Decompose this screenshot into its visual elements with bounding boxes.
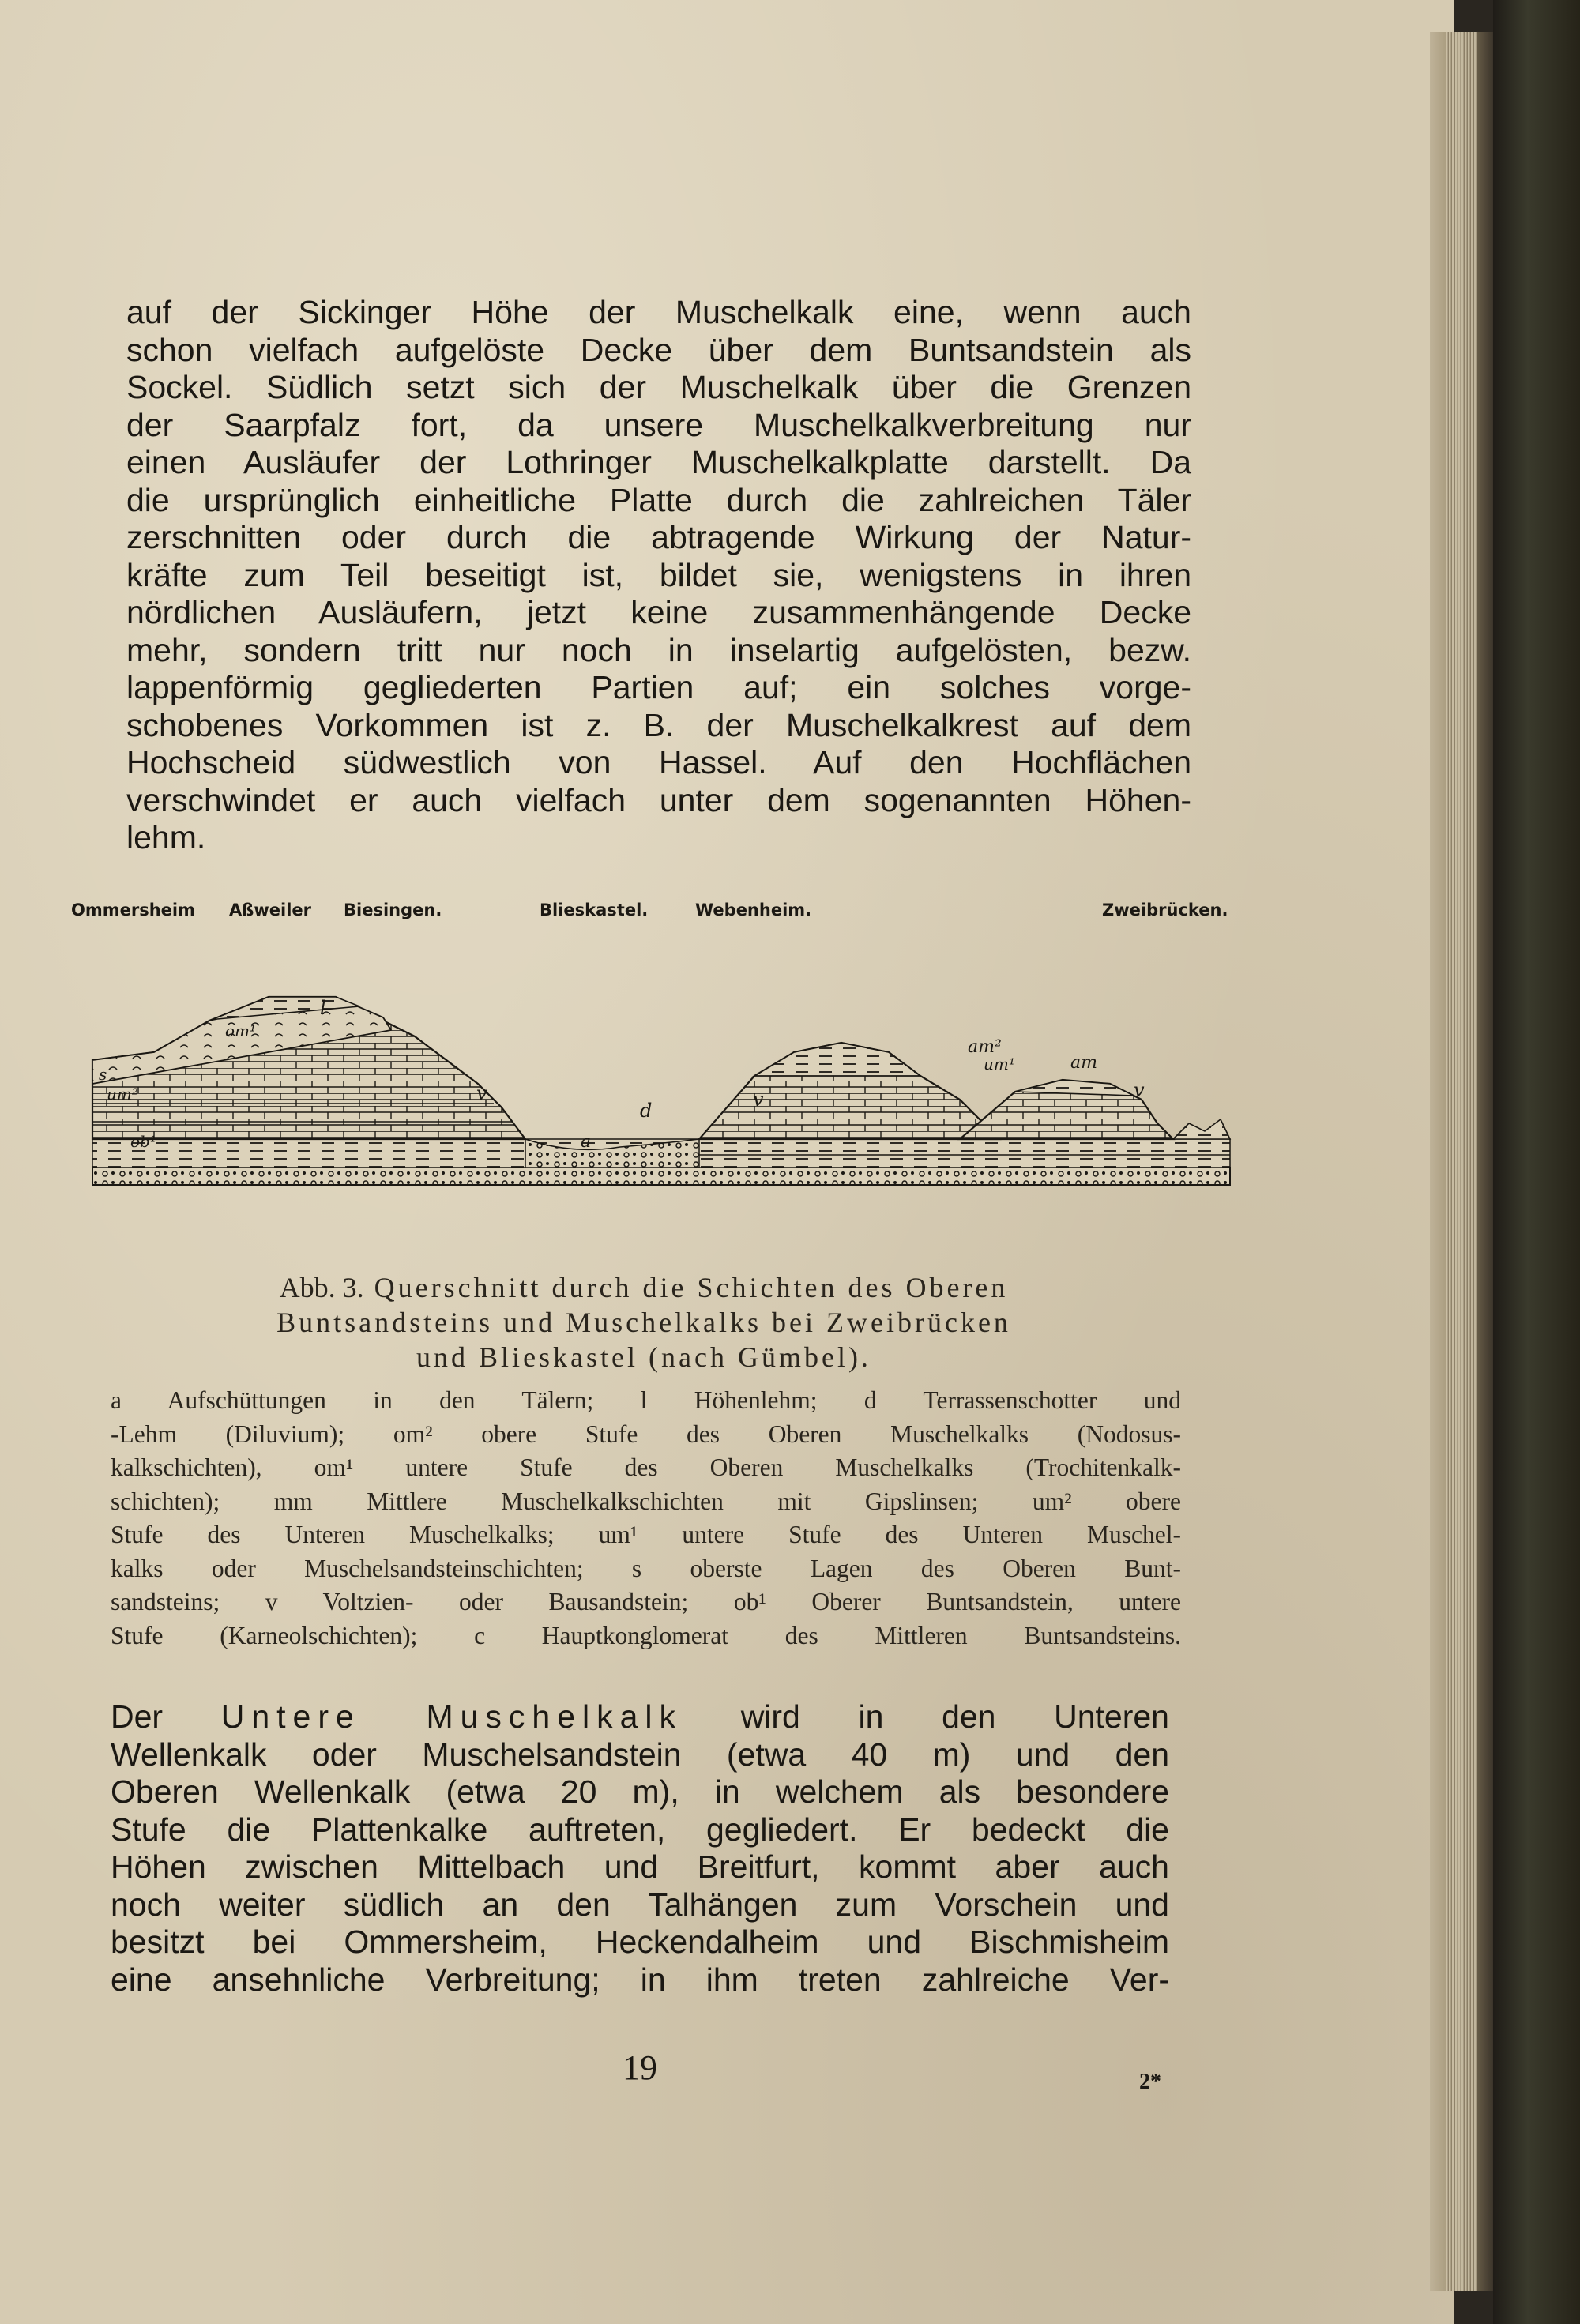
text-line: mehr, sondern tritt nur noch in inselartig aufgelösten, bezw. <box>126 631 1191 668</box>
book-cover-edge <box>1493 0 1580 2324</box>
paragraph-unterer-muschelkalk <box>111 1698 1169 1999</box>
text-line: Sockel. Südlich setzt sich der Muschelkalk über die Grenzen <box>126 369 1191 405</box>
text-line: nördlichen Ausläufern, jetzt keine zusammenhängende Decke <box>126 594 1191 630</box>
legend-line: schichten); mm Mittlere Muschelkalkschichten mit Gipslinsen; um² obere <box>111 1487 1181 1515</box>
geological-cross-section <box>83 942 1240 1194</box>
text-line: besitzt bei Ommersheim, Heckendalheim und Bischmisheim <box>111 1924 1169 1960</box>
text-line: schon vielfach aufgelöste Decke über dem Buntsandstein als <box>126 331 1191 368</box>
text-line: der Saarpfalz fort, da unsere Muschelkalkverbreitung nur <box>126 406 1191 443</box>
legend-line: sandsteins; v Voltzien- oder Bausandstein; ob¹ Oberer Buntsandstein, untere <box>111 1588 1181 1615</box>
place-zweibruecken: Zweibrücken. <box>1102 901 1228 919</box>
caption-line-1 <box>118 1270 1169 1305</box>
text-line: die ursprünglich einheitliche Platte durch die zahlreichen Täler <box>126 481 1191 518</box>
label-am: am <box>1070 1053 1097 1073</box>
place-webenheim: Webenheim. <box>695 901 812 919</box>
text-span: wird in den Unteren <box>740 1698 1169 1735</box>
layer-hauptkonglomerat <box>92 1168 1230 1185</box>
label-um1: um¹ <box>984 1055 1015 1074</box>
hill-center-top <box>754 1043 920 1076</box>
figure-caption <box>118 1270 1169 1374</box>
legend-line: kalkschichten), om¹ untere Stufe des Oberen Muschelkalks (Trochitenkalk- <box>111 1453 1181 1481</box>
text-line: lappenförmig gegliederten Partien auf; ein solches vorge- <box>126 669 1191 705</box>
figure-legend <box>111 1384 1181 1653</box>
place-blieskastel: Blieskastel. <box>540 901 649 919</box>
signature-mark: 2* <box>1139 2070 1161 2094</box>
label-v-center: v <box>753 1089 764 1111</box>
page-edges <box>1446 32 1477 2291</box>
label-v-right: v <box>1134 1079 1145 1101</box>
text-line: schobenes Vorkommen ist z. B. der Muschelkalkrest auf dem <box>126 706 1191 743</box>
label-l: l <box>320 997 326 1019</box>
label-om1: om¹ <box>225 1021 257 1040</box>
text-line: zerschnitten oder durch die abtragende Wirkung der Natur- <box>126 519 1191 555</box>
text-line: verschwindet er auch vielfach unter dem sogenannten Höhen- <box>126 781 1191 818</box>
caption-line-3: und Blieskastel (nach Gümbel). <box>416 1341 871 1373</box>
caption-line-2: Buntsandsteins und Muschelkalks bei Zweibrücken <box>276 1307 1011 1338</box>
place-biesingen: Biesingen. <box>344 901 442 919</box>
paragraph-muschelkalk-intro <box>126 294 1191 857</box>
text-line: lehm. <box>126 819 206 856</box>
label-v-left: v <box>476 1082 487 1104</box>
text-line: noch weiter südlich an den Talhängen zum Vorschein und <box>111 1886 1169 1923</box>
place-assweiler: Aßweiler <box>229 901 311 919</box>
legend-line: Stufe des Unteren Muschelkalks; um¹ untere Stufe des Unteren Muschel- <box>111 1521 1181 1548</box>
text-span: Der <box>111 1698 164 1735</box>
text-line: Stufe die Plattenkalke auftreten, gegliedert. Er bedeckt die <box>111 1811 1169 1848</box>
text-line: kräfte zum Teil beseitigt ist, bildet sie, wenigstens in ihren <box>126 556 1191 593</box>
text-line: Hochscheid südwestlich von Hassel. Auf den Hochflächen <box>126 744 1191 780</box>
text-line: einen Ausläufer der Lothringer Muschelkalkplatte darstellt. Da <box>126 444 1191 480</box>
text-line: eine ansehnliche Verbreitung; in ihm treten zahlreiche Ver- <box>111 1961 1169 1998</box>
legend-line: Stufe (Karneolschichten); c Hauptkonglomerat des Mittleren Buntsandsteins. <box>111 1621 1181 1649</box>
page-number: 19 <box>623 2048 657 2087</box>
text-line: Höhen zwischen Mittelbach und Breitfurt, kommt aber auch <box>111 1848 1169 1885</box>
caption-text: Querschnitt durch die Schichten des Oberen <box>374 1272 1009 1303</box>
text-line: Wellenkalk oder Muschelsandstein (etwa 40 m) und den <box>111 1735 1169 1773</box>
label-a: a <box>581 1132 592 1152</box>
legend-line: kalks oder Muschelsandsteinschichten; s oberste Lagen des Oberen Bunt- <box>111 1554 1181 1582</box>
legend-line: a Aufschüttungen in den Tälern; l Höhenlehm; d Terrassenschotter und <box>111 1386 1181 1414</box>
label-s: s <box>99 1065 107 1084</box>
text-line <box>111 1698 1169 1736</box>
spaced-term: Untere Muschelkalk <box>220 1698 683 1735</box>
legend-line: -Lehm (Diluvium); om² obere Stufe des Oberen Muschelkalks (Nodosus- <box>111 1420 1181 1448</box>
text-line: auf der Sickinger Höhe der Muschelkalk eine, wenn auch <box>126 294 1191 330</box>
caption-prefix: Abb. 3. <box>279 1272 364 1303</box>
label-um2: um² <box>107 1085 138 1104</box>
label-d: d <box>640 1100 653 1122</box>
label-ob1: ob¹ <box>130 1132 156 1151</box>
label-am2: am² <box>968 1037 1002 1057</box>
text-line: Oberen Wellenkalk (etwa 20 m), in welchem als besondere <box>111 1773 1169 1810</box>
hill-right-edge <box>1173 1119 1230 1139</box>
place-ommersheim: Ommersheim <box>71 901 195 919</box>
